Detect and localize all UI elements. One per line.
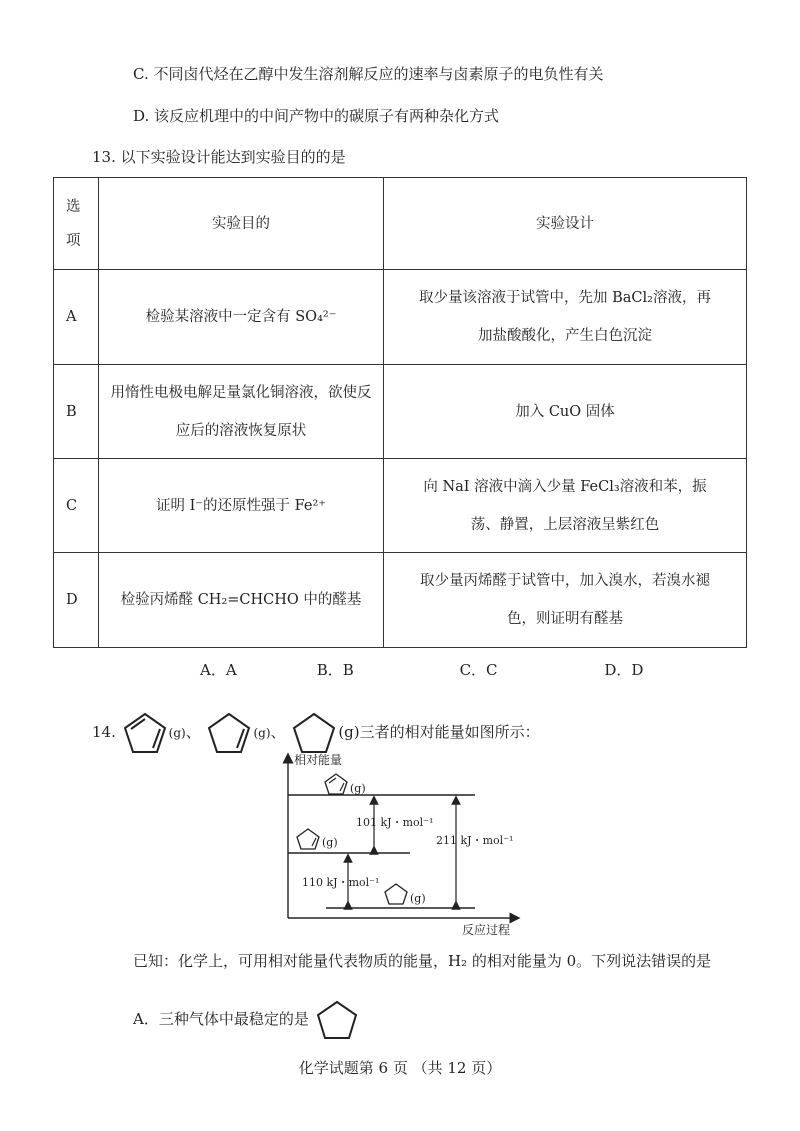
row-d-design: 取少量丙烯醛于试管中，加入溴水，若溴水褪 色，则证明有醛基: [384, 553, 747, 648]
table-header-row: [54, 178, 747, 270]
gap-211-label: 211 kJ・mol⁻¹: [436, 834, 514, 847]
header-design: 实验设计: [384, 178, 747, 270]
svg-text:(g): (g): [322, 836, 338, 849]
q13-choices: [200, 660, 643, 680]
choice-d: D．D: [604, 661, 644, 679]
page-footer: 化学试题第 6 页 （共 12 页）: [298, 1059, 502, 1077]
header-aim: 实验目的: [99, 178, 384, 270]
row-b-design: 加入 CuO 固体: [384, 365, 747, 459]
x-axis-label: 反应过程: [462, 923, 511, 937]
table-row: [54, 270, 747, 365]
y-axis-label: 相对能量: [294, 753, 343, 767]
row-c-aim: 证明 I⁻的还原性强于 Fe²⁺: [99, 459, 384, 553]
q14-stem-tail: (g)三者的相对能量如图所示：: [338, 723, 540, 741]
q14-option-a-text: A．三种气体中最稳定的是: [133, 1010, 309, 1028]
table-row: [54, 459, 747, 553]
q14-known: 已知：化学上，可用相对能量代表物质的能量，H₂ 的相对能量为 0。下列说法错误的是: [133, 952, 712, 970]
cyclopentane-icon: [314, 998, 360, 1042]
row-d-option: D: [54, 553, 99, 648]
cyclopentene-icon: [205, 710, 253, 756]
q12-option-c: C. 不同卤代烃在乙醇中发生溶剂解反应的速率与卤素原子的电负性有关: [133, 65, 604, 83]
row-a-aim: 检验某溶液中一定含有 SO₄²⁻: [99, 270, 384, 365]
table-row: [54, 553, 747, 648]
row-d-aim: 检验丙烯醛 CH₂=CHCHO 中的醛基: [99, 553, 384, 648]
gap-101-label: 101 kJ・mol⁻¹: [356, 816, 434, 829]
table-row: [54, 365, 747, 459]
energy-diagram: [270, 750, 530, 940]
gap-110-label: 110 kJ・mol⁻¹: [302, 876, 380, 889]
row-a-option: A: [54, 270, 99, 365]
row-c-design: 向 NaI 溶液中滴入少量 FeCl₃溶液和苯，振 荡、静置，上层溶液呈紫红色: [384, 459, 747, 553]
svg-text:(g): (g): [350, 782, 366, 795]
row-b-option: B: [54, 365, 99, 459]
q14-option-a: [133, 998, 360, 1042]
separator: 、: [185, 723, 201, 741]
g-label: (g): [253, 726, 271, 740]
choice-c: C．C: [459, 661, 498, 679]
q14-number: 14.: [92, 723, 116, 741]
cyclopentadiene-label: [325, 774, 366, 795]
q13-stem: 13. 以下实验设计能达到实验目的的是: [92, 148, 346, 166]
cyclopentadiene-icon: [121, 710, 169, 756]
row-a-design: 取少量该溶液于试管中，先加 BaCl₂溶液，再 加盐酸酸化，产生白色沉淀: [384, 270, 747, 365]
svg-text:(g): (g): [410, 892, 426, 905]
cyclopentene-label: [297, 829, 338, 849]
choice-a: A．A: [200, 661, 237, 679]
header-option: 选项: [54, 178, 99, 270]
q12-option-d: D. 该反应机理中的中间产物中的碳原子有两种杂化方式: [133, 107, 500, 125]
row-b-aim: 用惰性电极电解足量氯化铜溶液，欲使反 应后的溶液恢复原状: [99, 365, 384, 459]
g-label: (g): [168, 726, 186, 740]
q13-table: [53, 177, 747, 648]
cyclopentane-label: [385, 884, 426, 905]
choice-b: B．B: [316, 661, 354, 679]
row-c-option: C: [54, 459, 99, 553]
separator: 、: [270, 723, 286, 741]
